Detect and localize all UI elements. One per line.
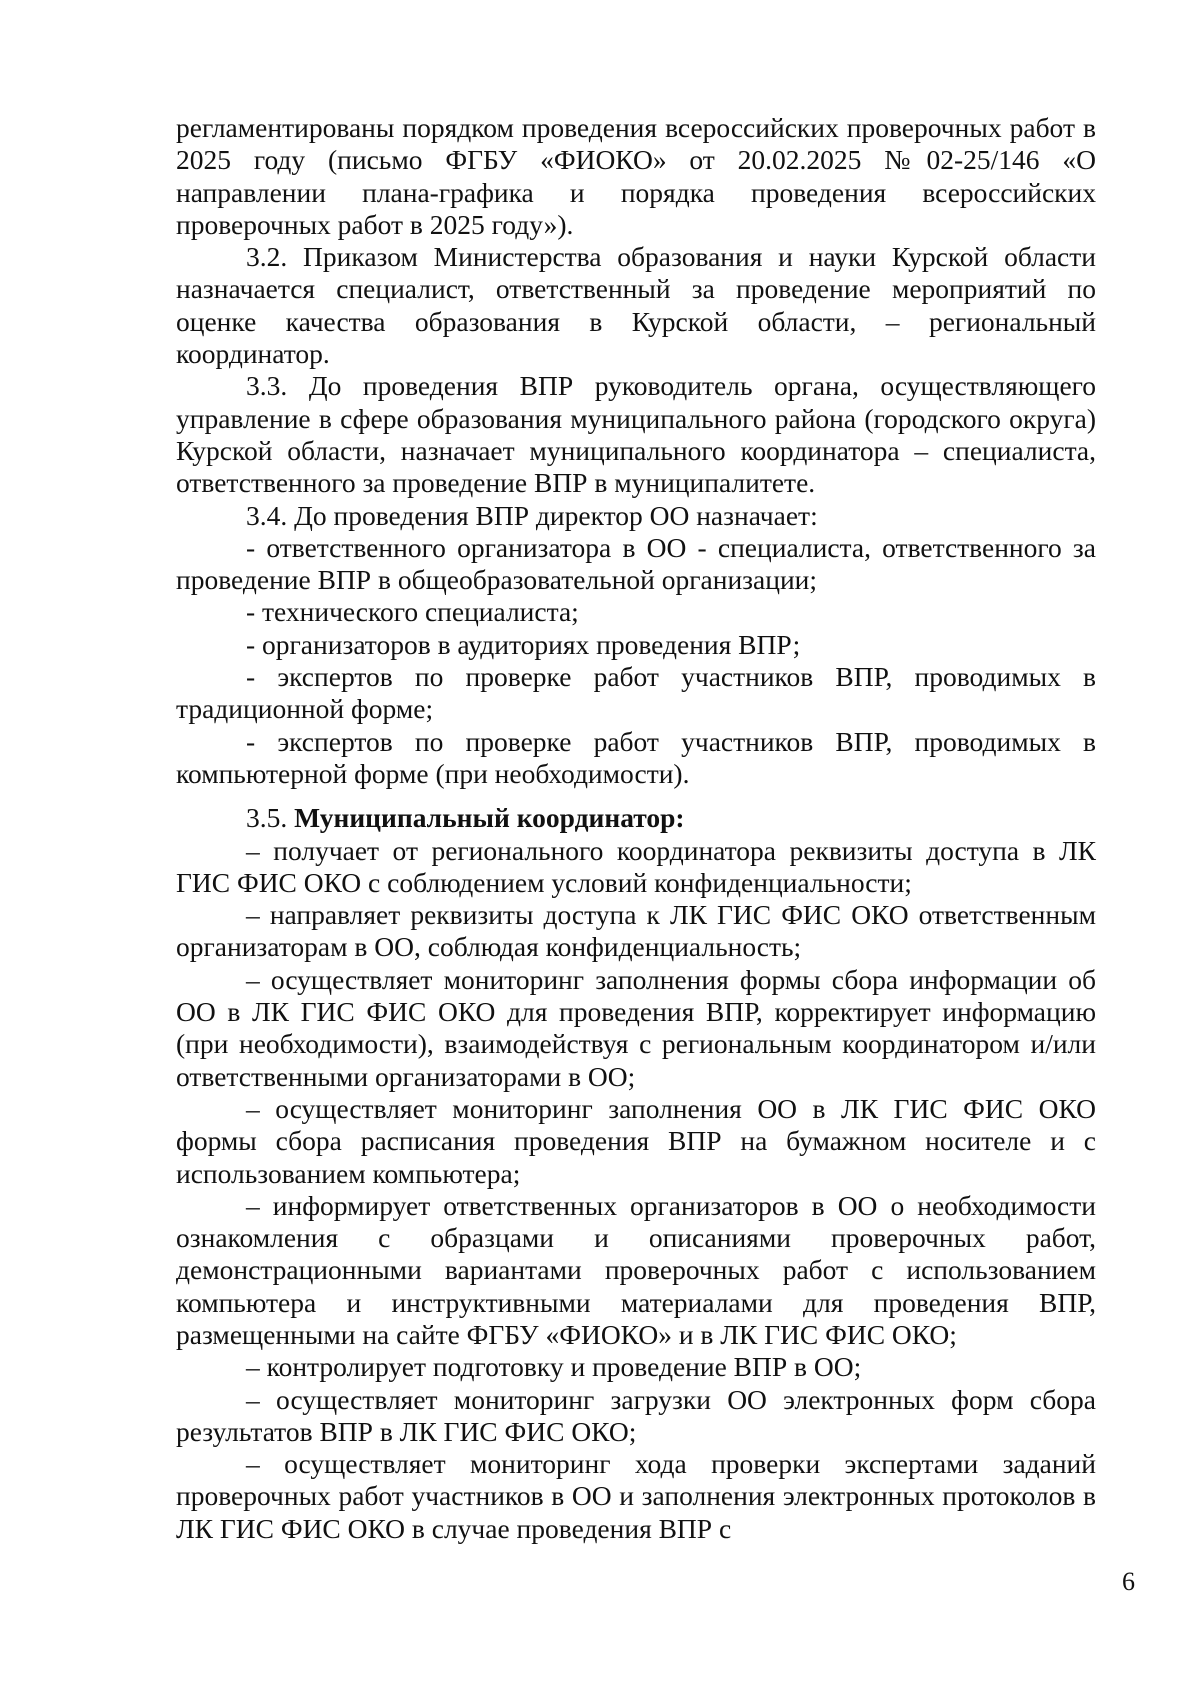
duty-sends-access: – направляет реквизиты доступа к ЛК ГИС ФИС ОКО ответственным организаторам в ОО, соблюдая конфиденциальность; <box>176 899 1096 963</box>
list-item-auditorium-organizers: - организаторов в аудиториях проведения ВПР; <box>246 628 801 660</box>
section-3-5-heading <box>176 802 1096 834</box>
duty-monitors-schedule-form: – осуществляет мониторинг заполнения ОО в ЛК ГИС ФИС ОКО формы сбора расписания проведения ВПР на бумажном носителе и с использованием компьютера; <box>176 1092 1096 1189</box>
duty-controls-preparation: – контролирует подготовку и проведение ВПР в ОО; <box>246 1351 862 1383</box>
paragraph-3-2: 3.2. Приказом Министерства образования и науки Курской области назначается специалист, ответственный за проведение мероприятий по оценке качества образования в Курской области, – региональный координатор. <box>176 241 1096 370</box>
duty-informs-organizers: – информирует ответственных организаторов в ОО о необходимости ознакомления с образцами и описаниями проверочных работ, демонстрационными вариантами проверочных работ с использованием компьютера и инструктивными материалами для проведения ВПР, размещенными на сайте ФГБУ «ФИОКО» и в ЛК ГИС ФИС ОКО; <box>176 1189 1096 1350</box>
document-body <box>176 112 1096 1545</box>
list-item-technical-specialist: - технического специалиста; <box>246 596 579 628</box>
duty-monitors-info-form: – осуществляет мониторинг заполнения формы сбора информации об ОО в ЛК ГИС ФИС ОКО для проведения ВПР, корректирует информацию (при необходимости), взаимодействуя с региональным координатором и/или ответственными организаторами в ОО; <box>176 963 1096 1092</box>
section-3-5-title: Муниципальный координатор: <box>294 802 685 834</box>
duty-monitors-checking: – осуществляет мониторинг хода проверки экспертами заданий проверочных работ участников в ОО и заполнения электронных протоколов в ЛК ГИС ФИС ОКО в случае проведения ВПР с <box>176 1448 1096 1544</box>
section-3-5-number: 3.5. <box>246 802 288 834</box>
paragraph-3-4: 3.4. До проведения ВПР директор ОО назначает: <box>246 499 818 531</box>
list-item-responsible-organizer: - ответственного организатора в ОО - специалиста, ответственного за проведение ВПР в общеобразовательной организации; <box>176 531 1096 596</box>
paragraph-3-3: 3.3. До проведения ВПР руководитель органа, осуществляющего управление в сфере образования муниципального района (городского округа) Курской области, назначает муниципального координатора – специалиста, ответственного за проведение ВПР в муниципалитете. <box>176 370 1096 499</box>
page-number: 6 <box>1122 1567 1135 1596</box>
list-item-experts-traditional: - экспертов по проверке работ участников ВПР, проводимых в традиционной форме; <box>176 661 1096 725</box>
duty-receives-access: – получает от регионального координатора реквизиты доступа в ЛК ГИС ФИС ОКО с соблюдением условий конфиденциальности; <box>176 834 1096 898</box>
paragraph-intro-continuation: регламентированы порядком проведения всероссийских проверочных работ в 2025 году (письмо ФГБУ «ФИОКО» от 20.02.2025 №02-25/146 «О направлении плана-графика и порядка проведения всероссийских проверочных работ в 2025 году»). <box>176 112 1096 240</box>
duty-monitors-results-upload: – осуществляет мониторинг загрузки ОО электронных форм сбора результатов ВПР в ЛК ГИС ФИС ОКО; <box>176 1383 1096 1447</box>
list-item-experts-computer: - экспертов по проверке работ участников ВПР, проводимых в компьютерной форме (при необходимости). <box>176 725 1096 789</box>
